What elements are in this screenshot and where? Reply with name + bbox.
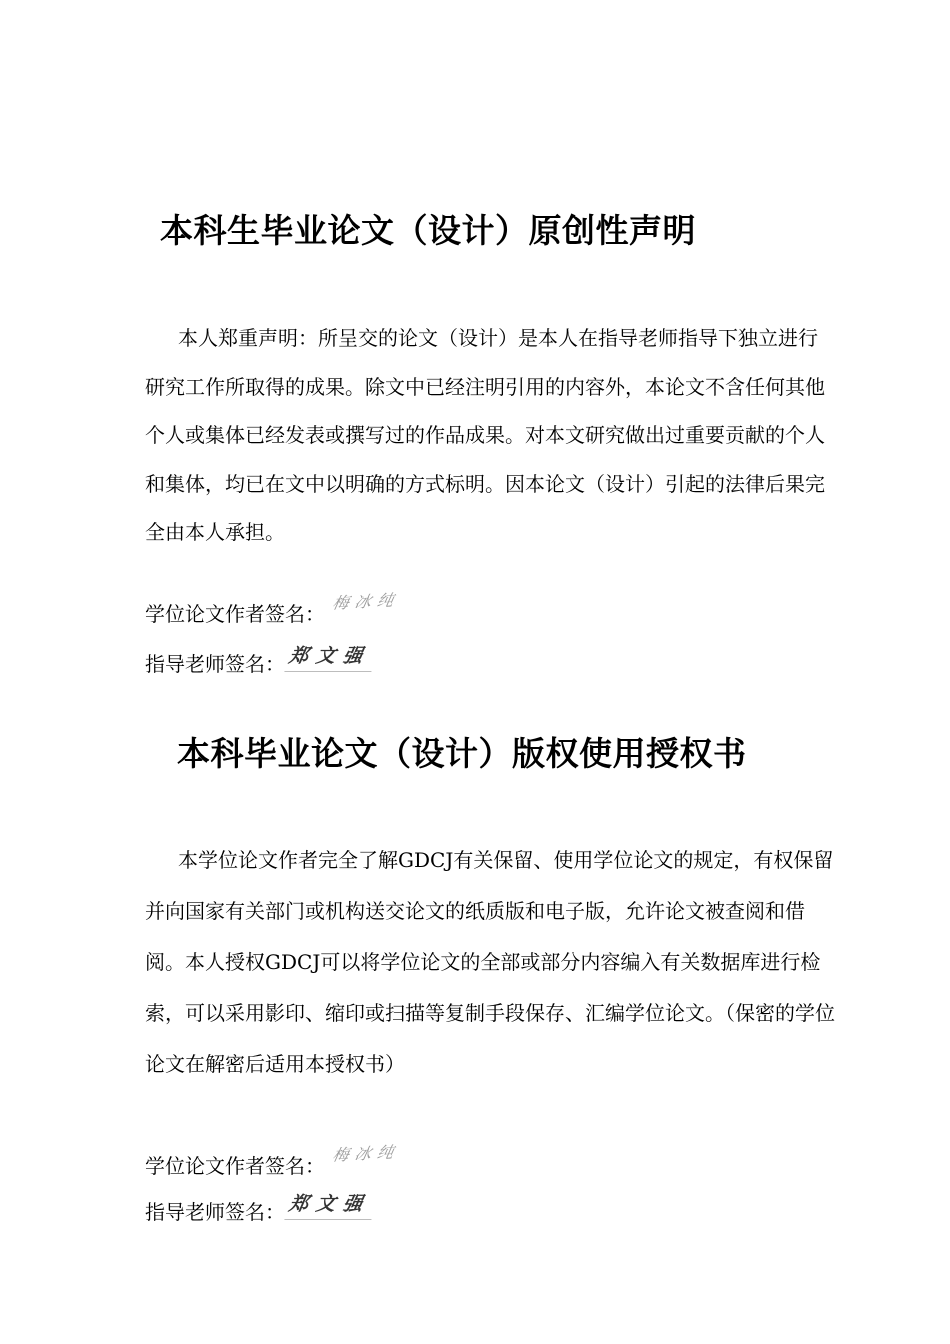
advisor-signature-label: 指导老师签名： xyxy=(145,1200,285,1224)
copyright-advisor-signature-line xyxy=(145,1190,374,1226)
advisor-signature: 郑文强 xyxy=(284,642,376,672)
copyright-body: 本学位论文作者完全了解GDCJ有关保留、使用学位论文的规定，有权保留并向国家有关部门或机构送交论文的纸质版和电子版，允许论文被查阅和借阅。本人授权GDCJ可以将学位论文的全部或部分内容编入有关数据库进行检索，可以采用影印、缩印或扫描等复制手段保存、汇编学位论文。（保密的学位论文在解密后适用本授权书） xyxy=(145,848,835,1076)
advisor-signature-label: 指导老师签名： xyxy=(145,652,285,676)
author-signature-label: 学位论文作者签名： xyxy=(145,602,325,626)
declaration-title: 本科生毕业论文（设计）原创性声明 xyxy=(160,211,696,250)
declaration-advisor-signature-line xyxy=(145,642,374,678)
copyright-author-signature-line xyxy=(145,1140,402,1180)
author-signature-label: 学位论文作者签名： xyxy=(145,1154,325,1178)
author-signature: 梅冰纯 xyxy=(330,590,402,613)
copyright-title: 本科毕业论文（设计）版权使用授权书 xyxy=(177,734,747,773)
declaration-author-signature-line xyxy=(145,588,402,628)
author-signature: 梅冰纯 xyxy=(330,1142,402,1165)
declaration-body: 本人郑重声明：所呈交的论文（设计）是本人在指导老师指导下独立进行研究工作所取得的成果。除文中已经注明引用的内容外，本论文不含任何其他个人或集体已经发表或撰写过的作品成果。对本文研究做出过重要贡献的个人和集体，均已在文中以明确的方式标明。因本论文（设计）引起的法律后果完全由本人承担。 xyxy=(145,326,825,544)
advisor-signature: 郑文强 xyxy=(284,1190,376,1220)
